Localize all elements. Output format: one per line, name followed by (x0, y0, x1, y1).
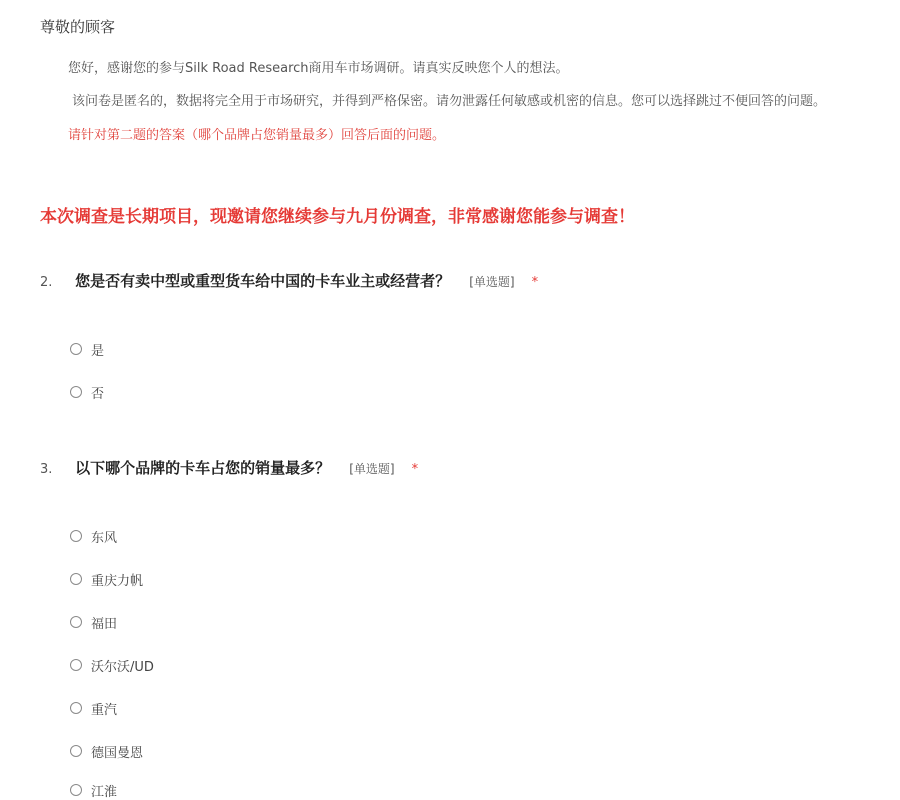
q3-option-lifan[interactable] (70, 569, 143, 589)
option-label: 重汽 (91, 702, 118, 718)
q3-option-volvo-ud[interactable] (70, 655, 154, 675)
option-label: 江淮 (91, 784, 118, 800)
question-title: 以下哪个品牌的卡车占您的销量最多？ (75, 459, 331, 477)
radio-button[interactable] (70, 745, 82, 757)
radio-button[interactable] (70, 530, 82, 542)
intro-text-privacy: 该问卷是匿名的，数据将完全用于市场研究，并得到严格保密。请勿泄露任何敏感或机密的信息。您可以选择跳过不便回答的问题。 (72, 94, 827, 109)
option-label: 东风 (91, 530, 118, 546)
radio-button[interactable] (70, 659, 82, 671)
question-number: 2. (40, 275, 53, 290)
option-label: 福田 (91, 616, 118, 632)
q3-option-sinotruk[interactable] (70, 698, 117, 718)
q2-option-yes[interactable] (70, 339, 104, 359)
required-marker: * (411, 462, 419, 477)
radio-button[interactable] (70, 784, 82, 796)
option-label: 否 (91, 386, 105, 402)
question-2-header (40, 270, 538, 291)
option-label: 是 (91, 343, 105, 359)
option-label: 沃尔沃/UD (91, 659, 154, 675)
q3-option-jac[interactable] (70, 780, 117, 800)
option-label: 重庆力帆 (91, 573, 144, 589)
q2-option-no[interactable] (70, 382, 104, 402)
radio-button[interactable] (70, 343, 82, 355)
question-type-label: [单选题] (469, 275, 515, 289)
question-type-label: [单选题] (349, 462, 395, 476)
required-marker: * (531, 275, 539, 290)
question-title: 您是否有卖中型或重型货车给中国的卡车业主或经营者？ (75, 272, 451, 290)
radio-button[interactable] (70, 573, 82, 585)
q3-option-foton[interactable] (70, 612, 117, 632)
q3-option-dongfeng[interactable] (70, 526, 117, 546)
question-number: 3. (40, 462, 53, 477)
q3-option-man[interactable] (70, 741, 143, 761)
survey-banner: 本次调查是长期项目，现邀请您继续参与九月份调查，非常感谢您能参与调查！ (40, 207, 635, 227)
salutation: 尊敬的顾客 (40, 18, 116, 36)
intro-text-instruction: 请针对第二题的答案（哪个品牌占您销量最多）回答后面的问题。 (68, 128, 446, 143)
question-3-header (40, 457, 418, 478)
option-label: 德国曼恩 (91, 745, 144, 761)
radio-button[interactable] (70, 386, 82, 398)
intro-text-thanks: 您好，感谢您的参与Silk Road Research商用车市场调研。请真实反映您个人的想法。 (68, 61, 569, 76)
radio-button[interactable] (70, 616, 82, 628)
radio-button[interactable] (70, 702, 82, 714)
